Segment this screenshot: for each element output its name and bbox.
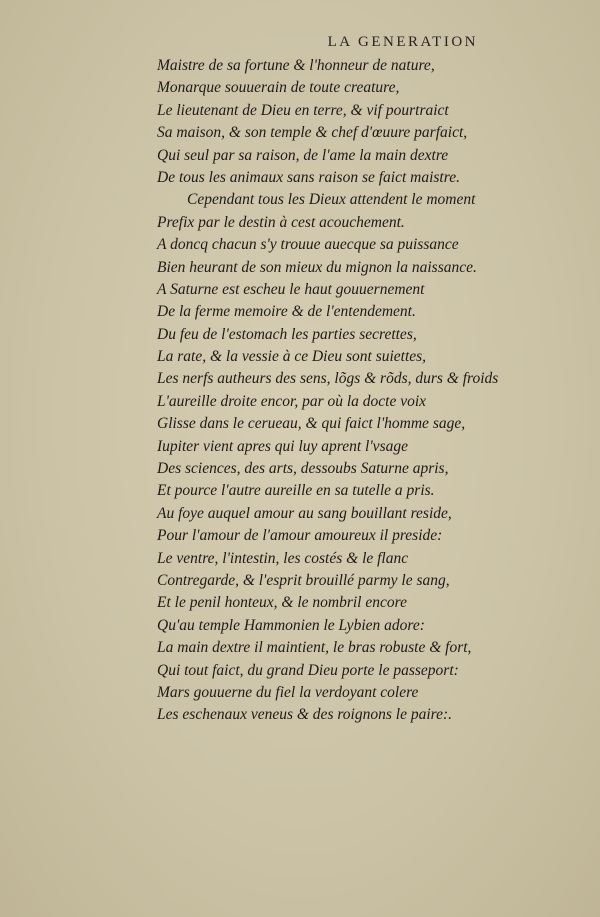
verse-line: Le ventre, l'intestin, les costés & le flanc bbox=[157, 549, 409, 567]
verse-line: Cependant tous les Dieux attendent le moment bbox=[187, 191, 476, 209]
verse-line: Les eschenaux veneus & des roignons le paire:. bbox=[157, 706, 453, 724]
verse-line: A Saturne est escheu le haut gouuernement bbox=[157, 280, 425, 298]
poem-verses bbox=[157, 55, 527, 727]
running-header: LA GENERATION bbox=[327, 34, 478, 50]
verse-line: De tous les animaux sans raison se faict maistre. bbox=[157, 168, 460, 186]
verse-line: L'aureille droite encor, par où la docte voix bbox=[157, 392, 427, 410]
verse-line: Et le penil honteux, & le nombril encore bbox=[157, 594, 407, 612]
verse-line: A doncq chacun s'y trouue auecque sa puissance bbox=[157, 236, 459, 254]
verse-line: Qui tout faict, du grand Dieu porte le passeport: bbox=[157, 661, 459, 679]
verse-line: Au foye auquel amour au sang bouillant reside, bbox=[157, 504, 452, 522]
verse-line: Et pource l'autre aureille en sa tutelle a pris. bbox=[157, 482, 435, 500]
verse-line: Maistre de sa fortune & l'honneur de nature, bbox=[157, 57, 435, 74]
verse-line: Contregarde, & l'esprit brouillé parmy le sang, bbox=[157, 571, 450, 589]
verse-line: Des sciences, des arts, dessoubs Saturne apris, bbox=[157, 460, 449, 478]
verse-line: Monarque souuerain de toute creature, bbox=[157, 79, 400, 97]
verse-line: Mars gouuerne du fiel la verdoyant colere bbox=[157, 683, 419, 701]
verse-line: Glisse dans le cerueau, & qui faict l'homme sage, bbox=[157, 415, 466, 433]
verse-line: Bien heurant de son mieux du mignon la naissance. bbox=[157, 258, 477, 276]
verse-line: Qui seul par sa raison, de l'ame la main dextre bbox=[157, 146, 449, 164]
verse-line: De la ferme memoire & de l'entendement. bbox=[157, 303, 416, 321]
verse-line: Pour l'amour de l'amour amoureux il preside: bbox=[157, 527, 443, 545]
verse-line: La rate, & la vessie à ce Dieu sont suiettes, bbox=[157, 348, 427, 366]
verse-line: Sa maison, & son temple & chef d'œuure parfaict, bbox=[157, 124, 468, 142]
verse-line: Du feu de l'estomach les parties secrettes, bbox=[157, 325, 417, 343]
verse-line: Qu'au temple Hammonien le Lybien adore: bbox=[157, 616, 425, 634]
verse-line: Prefix par le destin à cest acouchement. bbox=[157, 213, 405, 231]
verse-line: Iupiter vient apres qui luy aprent l'vsage bbox=[157, 437, 408, 455]
verse-line: Le lieutenant de Dieu en terre, & vif pourtraict bbox=[157, 101, 449, 119]
verse-line: Les nerfs autheurs des sens, lõgs & rõds, durs & froids bbox=[157, 370, 499, 388]
verse-line: La main dextre il maintient, le bras robuste & fort, bbox=[157, 639, 472, 657]
